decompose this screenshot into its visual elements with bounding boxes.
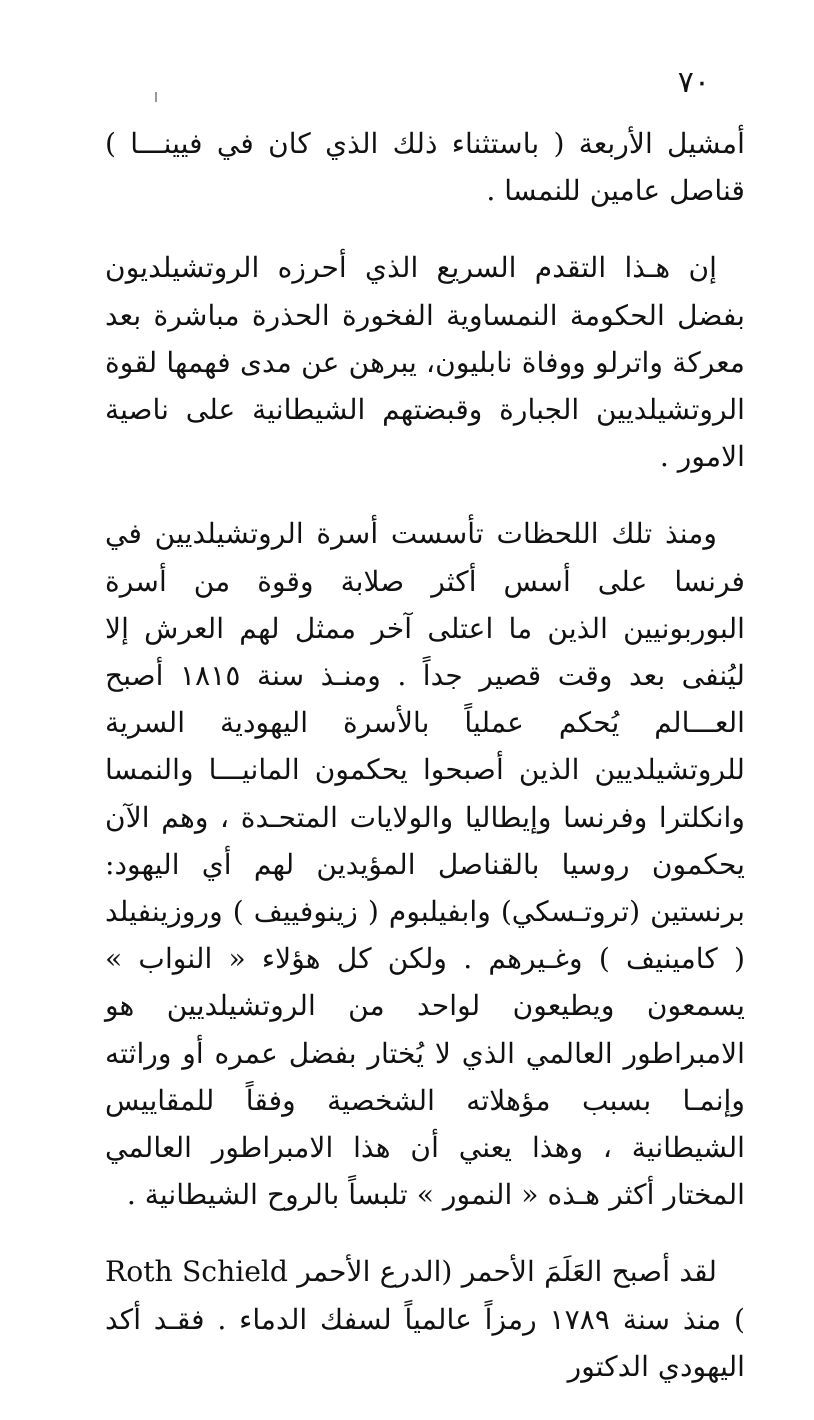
paragraph-red-shield-text-start: لقد أصبح العَلَمَ الأحمر (الدرع الأحمر [297,1255,717,1289]
page-number: ٧٠ [677,65,710,100]
paragraph-red-shield-text-end: ) منذ سنة ١٧٨٩ رمزاً عالمياً لسفك الدماء . فقـد أكد اليهودي الدكتور [105,1302,745,1383]
paragraph-rothschild-progress: إن هـذا التقدم السريع الذي أحرزه الروتشيلديون بفضل الحكومة النمساوية الفخورة الحذرة مباشرة بعد معركة واترلو ووفاة نابليون، يبرهن عن مدى فهمها لقوة الروتشيلديين الجبارة وقبضتهم الشيطانية على ناصية الامور . [105,251,745,474]
paragraph-continuation: أمشيل الأربعة ( باستثناء ذلك الذي كان في فيينـــا ) قناصل عامين للنمسا . [105,127,745,208]
paragraph-rothschild-france: ومنذ تلك اللحظات تأسست أسرة الروتشيلديين في فرنسا على أسس أكثر صلابة وقوة من أسرة البوربونيين الذين ما اعتلى آخر ممثل لهم العرش إلا ليُنفى بعد وقت قصير جداً . ومنـذ سنة ١٨١٥ أصبح العـــالم يُحكم عملياً بالأسرة اليهودية السرية للروتشيلديين الذين أصبحوا يحكمون المانيـــا والنمسا وانكلترا وفرنسا وإيطاليا والولايات المتحـدة ، وهم الآن يحكمون روسيا بالقناصل المؤيدين لهم أي اليهود: برنستين (تروتـسكي) وابفيلبوم ( زينوفييف ) وروزينفيلد ( كامينيف ) وغـيرهم . ولكن كل هؤلاء « النواب » يسمعون ويطيعون لواحد من الروتشيلديين هو الامبراطور العالمي الذي لا يُختار بفضل عمره أو وراثته وإنمـا بسبب مؤهلاته الشخصية وفقاً للمقاييس الشيطانية ، وهذا يعني أن هذا الامبراطور العالمي المختار أكثر هـذه « النمور » تلبساً بالروح الشيطانية . [105,517,746,1212]
paragraph-red-shield [105,1248,745,1390]
latin-term-roth-schield: Roth Schield [105,1255,288,1289]
document-body [105,120,745,1420]
scan-artifact-mark [155,92,157,102]
